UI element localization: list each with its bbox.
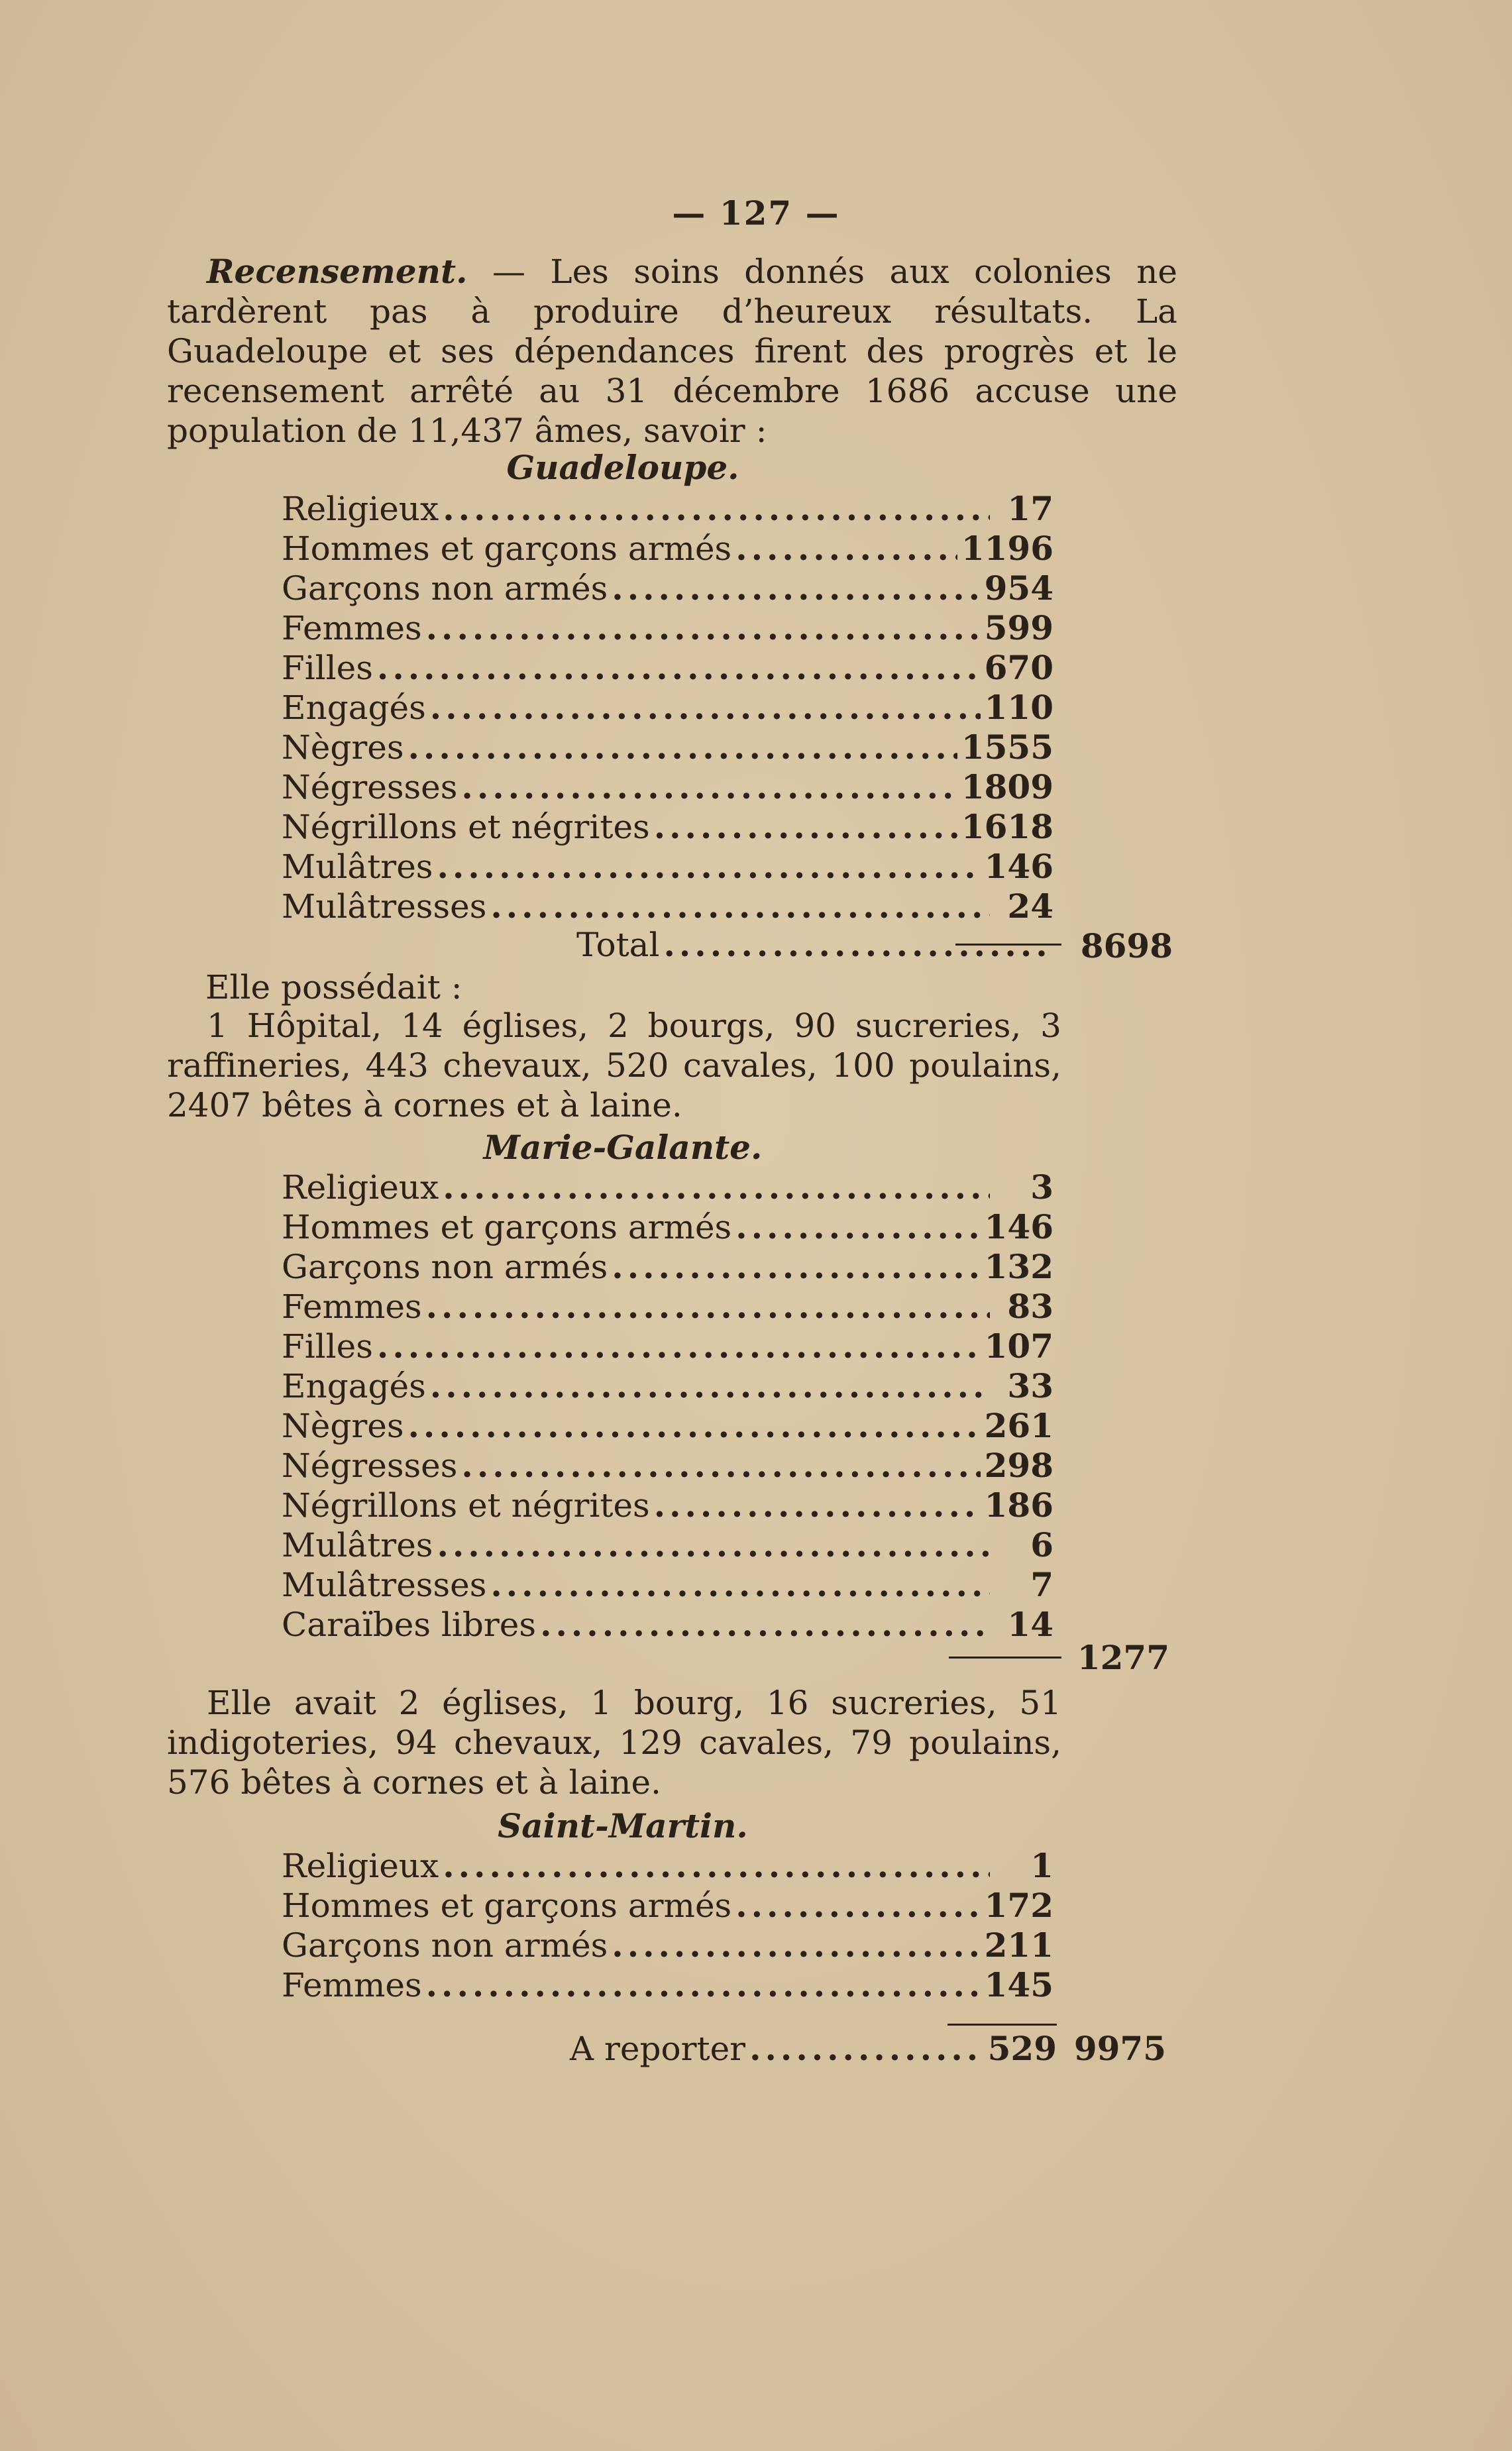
leader-dots <box>612 569 980 608</box>
leader-dots <box>612 1247 980 1286</box>
carry-total: 9975 <box>1073 2029 1166 2068</box>
row-value: 14 <box>1007 1605 1053 1644</box>
row-value: 211 <box>984 1926 1053 1965</box>
row-value: 1618 <box>961 807 1053 846</box>
row-label: Engagés <box>282 1367 426 1405</box>
row-label: Garçons non armés <box>282 1926 608 1965</box>
carry-label: A reporter <box>570 2030 746 2068</box>
table-row <box>282 529 1053 569</box>
row-label: Hommes et garçons armés <box>282 529 732 568</box>
leader-dots <box>443 489 990 528</box>
leader-dots <box>377 648 981 687</box>
leader-dots <box>408 728 957 767</box>
table-row <box>282 1486 1053 1525</box>
marie-galante-possession-body: Elle avait 2 églises, 1 bourg, 16 sucreries, 51 indigoteries, 94 chevaux, 129 cavales, 79 poulains, 576 bêtes à cornes et à laine. <box>167 1684 1061 1802</box>
sum-rule <box>947 2024 1057 2026</box>
intro-paragraph <box>167 252 1177 451</box>
row-value: 107 <box>984 1327 1053 1366</box>
row-value: 954 <box>984 569 1053 608</box>
row-label: Femmes <box>282 1287 422 1326</box>
table-row <box>282 1525 1053 1565</box>
leader-dots <box>437 847 980 886</box>
total-label: Total <box>576 926 660 964</box>
row-value: 146 <box>984 1207 1053 1246</box>
row-value: 261 <box>984 1406 1053 1445</box>
leader-dots <box>437 1525 990 1564</box>
row-label: Hommes et garçons armés <box>282 1208 732 1246</box>
table-row <box>282 688 1053 728</box>
intro-title: Recensement. <box>207 252 468 291</box>
table-row <box>282 489 1053 529</box>
row-value: 298 <box>984 1446 1053 1485</box>
table-row <box>282 1846 1053 1886</box>
row-label: Engagés <box>282 688 426 727</box>
table-row <box>282 648 1053 688</box>
leader-dots <box>443 1846 990 1885</box>
leader-dots <box>377 1327 981 1366</box>
leader-dots <box>490 887 990 926</box>
row-value: 1809 <box>961 767 1053 806</box>
row-label: Garçons non armés <box>282 1248 608 1286</box>
row-label: Garçons non armés <box>282 569 608 608</box>
table-row <box>282 608 1053 648</box>
table-row <box>282 1565 1053 1605</box>
table-row <box>282 1168 1053 1207</box>
row-label: Mulâtresses <box>282 1566 487 1604</box>
table-row <box>282 1327 1053 1366</box>
leader-dots <box>426 608 981 647</box>
row-label: Religieux <box>282 490 439 528</box>
heading-saint-martin: Saint-Martin. <box>498 1806 748 1845</box>
row-value: 599 <box>984 608 1053 647</box>
table-row <box>282 1886 1053 1926</box>
leader-dots <box>426 1287 990 1326</box>
table-row <box>282 1446 1053 1486</box>
table-row <box>282 1926 1053 1965</box>
row-label: Négresses <box>282 768 458 806</box>
row-value: 83 <box>1007 1287 1053 1326</box>
leader-dots <box>430 1366 990 1405</box>
table-row <box>282 569 1053 608</box>
carry-row <box>570 2029 1057 2069</box>
guadeloupe-possession-body: 1 Hôpital, 14 églises, 2 bourgs, 90 sucreries, 3 raffineries, 443 chevaux, 520 cavales, 100 poulains, 2407 bêtes à cornes et à laine. <box>167 1007 1061 1124</box>
carry-subtotal: 529 <box>987 2029 1057 2068</box>
table-row <box>282 1287 1053 1327</box>
row-label: Caraïbes libres <box>282 1606 537 1644</box>
leader-dots <box>490 1565 990 1604</box>
leader-dots <box>540 1605 990 1644</box>
sum-rule <box>955 944 1061 946</box>
table-row <box>282 1247 1053 1287</box>
leader-dots <box>612 1926 980 1965</box>
table-row <box>282 1965 1053 2005</box>
leader-dots <box>461 1446 980 1485</box>
heading-marie-galante: Marie-Galante. <box>483 1128 763 1167</box>
guadeloupe-possession-intro: Elle possédait : <box>205 968 462 1007</box>
row-value: 146 <box>984 847 1053 886</box>
row-value: 172 <box>984 1886 1053 1925</box>
row-value: 1555 <box>961 728 1053 767</box>
row-value: 132 <box>984 1247 1053 1286</box>
row-label: Femmes <box>282 609 422 647</box>
guadeloupe-total: 8698 <box>1080 926 1173 965</box>
row-value: 1 <box>1030 1846 1053 1885</box>
table-row <box>282 1605 1053 1645</box>
row-value: 6 <box>1030 1525 1053 1564</box>
row-value: 33 <box>1007 1366 1053 1405</box>
leader-dots <box>654 807 957 846</box>
row-label: Femmes <box>282 1966 422 2004</box>
row-value: 7 <box>1030 1565 1053 1604</box>
table-row <box>282 767 1053 807</box>
heading-guadeloupe: Guadeloupe. <box>506 448 739 487</box>
marie-galante-total: 1277 <box>1077 1638 1169 1677</box>
row-value: 17 <box>1007 489 1053 528</box>
leader-dots <box>430 688 981 727</box>
row-label: Négresses <box>282 1446 458 1485</box>
guadeloupe-possession-text <box>167 1006 1061 1125</box>
row-label: Mulâtres <box>282 1526 433 1564</box>
leader-dots <box>408 1406 981 1445</box>
leader-dots <box>654 1486 981 1525</box>
table-row <box>282 887 1053 926</box>
row-value: 145 <box>984 1965 1053 2004</box>
leader-dots <box>749 2029 984 2068</box>
row-label: Nègres <box>282 728 404 767</box>
leader-dots <box>735 1886 980 1925</box>
row-value: 1196 <box>961 529 1053 568</box>
row-value: 3 <box>1030 1168 1053 1207</box>
row-label: Filles <box>282 649 373 687</box>
row-label: Nègres <box>282 1407 404 1445</box>
leader-dots <box>443 1168 990 1207</box>
row-value: 24 <box>1007 887 1053 926</box>
table-row <box>282 1366 1053 1406</box>
row-label: Négrillons et négrites <box>282 808 650 846</box>
row-label: Négrillons et négrites <box>282 1486 650 1525</box>
row-value: 186 <box>984 1486 1053 1525</box>
table-row <box>282 1207 1053 1247</box>
leader-dots <box>461 767 957 806</box>
row-label: Religieux <box>282 1168 439 1207</box>
row-label: Hommes et garçons armés <box>282 1886 732 1925</box>
leader-dots <box>735 529 957 568</box>
row-label: Mulâtres <box>282 847 433 886</box>
row-label: Religieux <box>282 1847 439 1885</box>
row-value: 110 <box>984 688 1053 727</box>
intro-text: — Les soins donnés aux colonies ne tardèrent pas à produire d’heureux résultats. La Guadeloupe et ses dépendances firent des progrès et le recensement arrêté au 31 décembre 1686 accuse une population de 11,437 âmes, savoir : <box>167 252 1177 450</box>
leader-dots <box>735 1207 980 1246</box>
page-number: — 127 — <box>672 193 840 233</box>
table-row <box>282 1406 1053 1446</box>
row-value: 670 <box>984 648 1053 687</box>
table-row <box>282 807 1053 847</box>
row-label: Mulâtresses <box>282 887 487 926</box>
table-row <box>282 728 1053 767</box>
row-label: Filles <box>282 1327 373 1366</box>
leader-dots <box>426 1965 981 2004</box>
marie-galante-possession-text <box>167 1683 1061 1802</box>
table-row <box>282 847 1053 887</box>
